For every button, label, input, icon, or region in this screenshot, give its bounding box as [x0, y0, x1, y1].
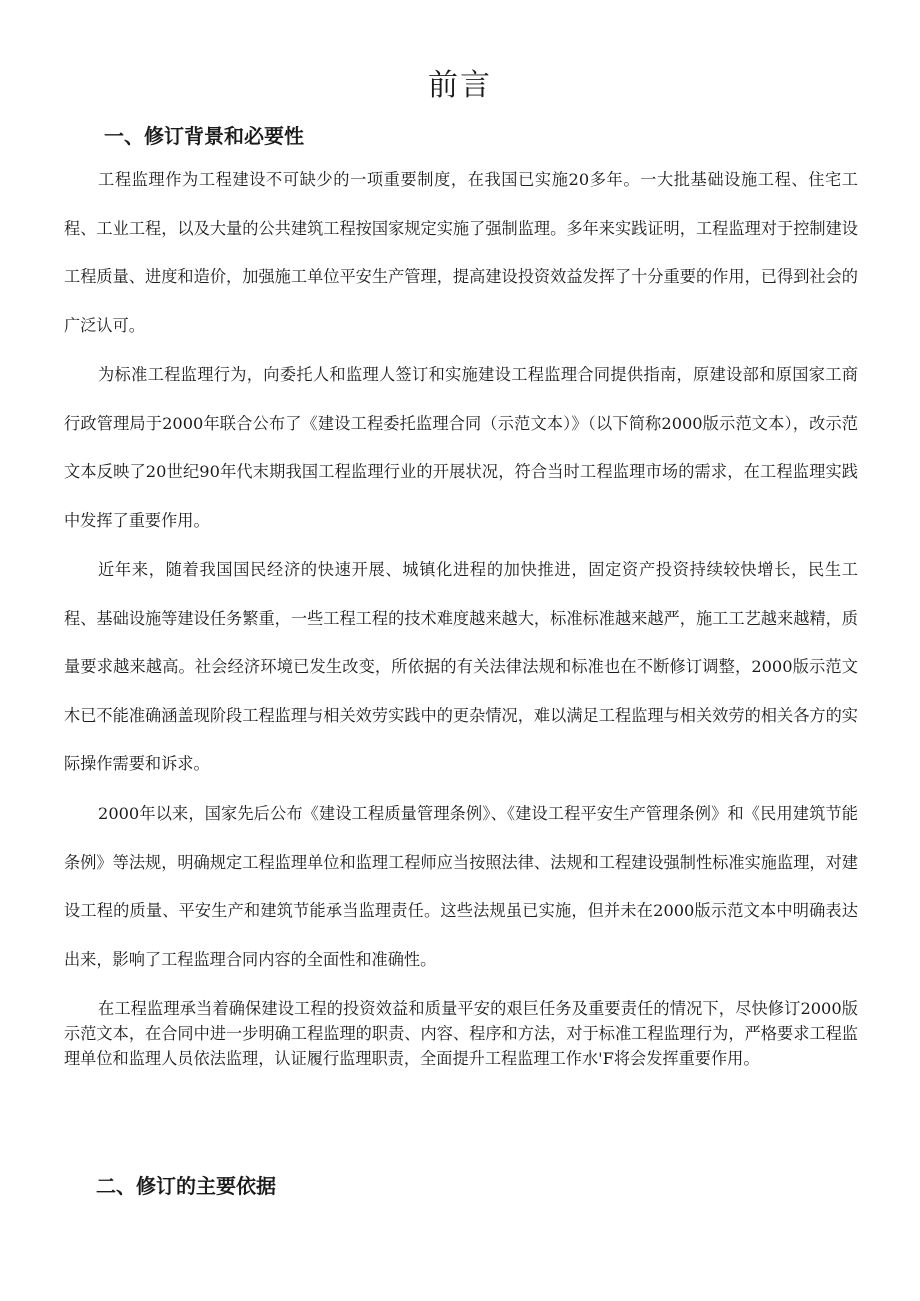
page-title: 前言 — [428, 68, 492, 103]
section-1-paragraph-5: 在工程监理承当着确保建设工程的投资效益和质量平安的艰巨任务及重要责任的情况下，尽快修订2000版示范文本，在合同中进一步明确工程监理的职责、内容、程序和方法，对于标准工程监理行为，严格要求工程监理单位和监理人员依法监理，认证履行监理职责，全面提升工程监理工作水'F将会发挥重要作用。 — [64, 999, 858, 1068]
section-1-paragraph-4: 2000年以来，国家先后公布《建设工程质量管理条例》、《建设工程平安生产管理条例》和《民用建筑节能条例》等法规，明确规定工程监理单位和监理工程师应当按照法律、法规和工程建设强制性标准实施监理，对建设工程的质量、平安生产和建筑节能承当监理责任。这些法规虽已实施，但并未在2000版示范文本中明确表达出来，影响了工程监理合同内容的全面性和准确性。 — [64, 804, 858, 969]
section-1-heading: 一、修订背景和必要性 — [104, 124, 304, 148]
section-2-heading: 二、修订的主要依据 — [96, 1174, 276, 1198]
section-1-paragraph-2: 为标准工程监理行为，向委托人和监理人签订和实施建设工程监理合同提供指南，原建设部和原国家工商行政管理局于2000年联合公布了《建设工程委托监理合同（示范文本）》（以下简称2000版示范文本），改示范文本反映了20世纪90年代末期我国工程监理行业的开展状况，符合当时工程监理市场的需求，在工程监理实践中发挥了重要作用。 — [64, 365, 858, 530]
section-1-paragraph-3: 近年来，随着我国国民经济的快速开展、城镇化进程的加快推进，固定资产投资持续较快增长，民生工程、基础设施等建设任务繁重，一些工程工程的技术难度越来越大，标准标准越来越严，施工工艺越来越精，质量要求越来越高。社会经济环境已发生改变，所依据的有关法律法规和标准也在不断修订调整，2000版示范文木已不能准确涵盖现阶段工程监理与相关效劳实践中的更杂情况，难以满足工程监理与相关效劳的相关各方的实际操作需要和诉求。 — [64, 560, 858, 774]
section-1-paragraph-1: 工程监理作为工程建设不可缺少的一项重要制度，在我国已实施20多年。一大批基础设施工程、住宅工程、工业工程，以及大量的公共建筑工程按国家规定实施了强制监理。多年来实践证明，工程监理对于控制建设工程质量、进度和造价，加强施工单位平安生产管理，提高建设投资效益发挥了十分重要的作用，已得到社会的广泛认可。 — [64, 170, 858, 335]
